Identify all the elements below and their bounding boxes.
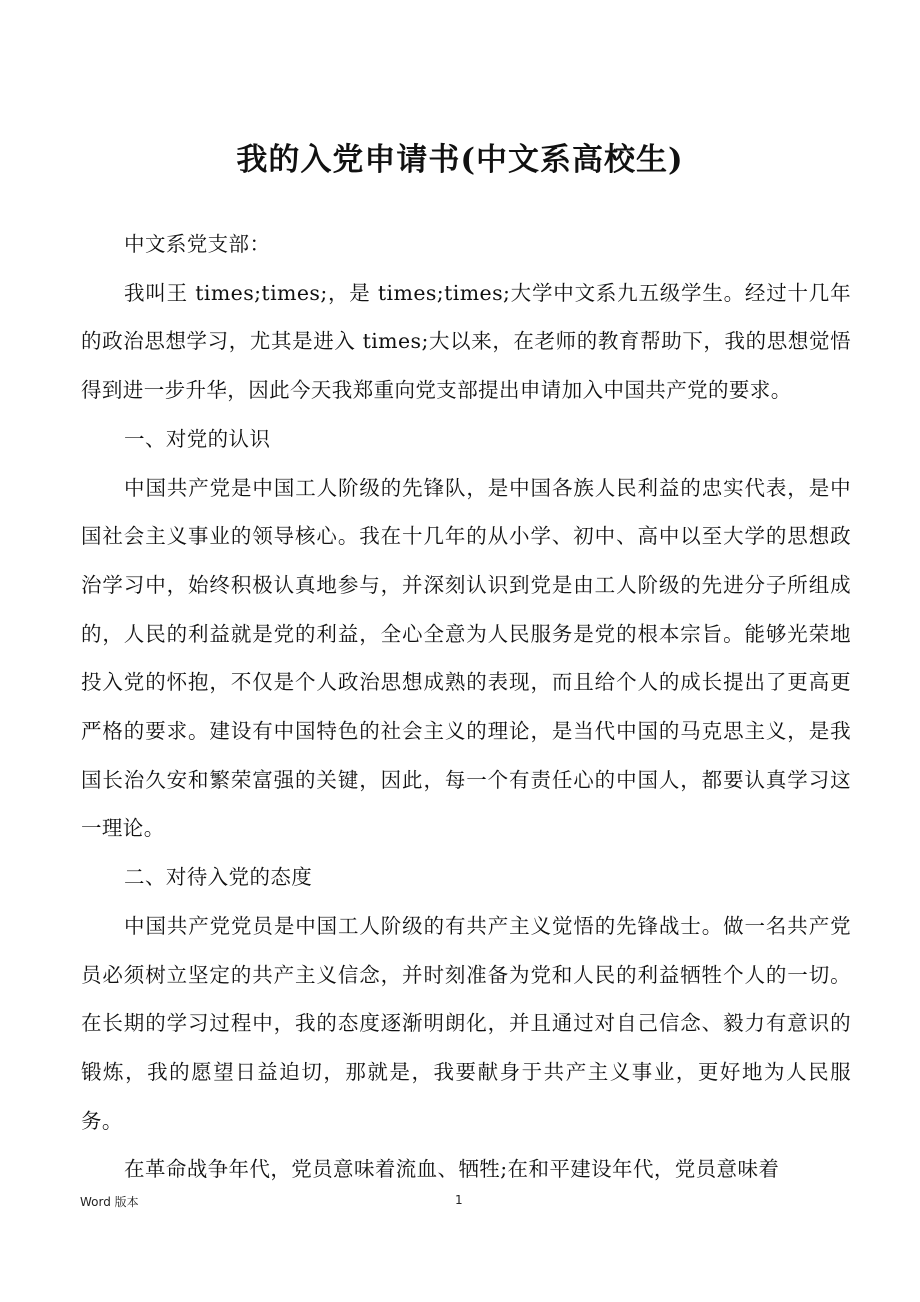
- section-heading-2: 二、对待入党的态度: [124, 865, 313, 890]
- paragraph-war-era: 在革命战争年代，党员意味着流血、牺牲;在和平建设年代，党员意味着: [124, 1157, 780, 1182]
- footer-page-number: 1: [455, 1193, 463, 1207]
- document-body: [81, 220, 851, 1194]
- paragraph-party-understanding: 中国共产党是中国工人阶级的先锋队，是中国各族人民利益的忠实代表，是中国社会主义事业的领导核心。我在十几年的从小学、初中、高中以至大学的思想政治学习中，始终积极认真地参与，并深刻认识到党是由工人阶级的先进分子所组成的，人民的利益就是党的利益，全心全意为人民服务是党的根本宗旨。能够光荣地投入党的怀抱，不仅是个人政治思想成熟的表现，而且给个人的成长提出了更高更严格的要求。建设有中国特色的社会主义的理论，是当代中国的马克思主义，是我国长治久安和繁荣富强的关键，因此，每一个有责任心的中国人，都要认真学习这一理论。: [81, 475, 851, 841]
- section-heading-1: 一、对党的认识: [124, 426, 271, 451]
- document-title: 我的入党申请书(中文系高校生): [236, 142, 684, 178]
- paragraph-intro: 我叫王 times;times;，是 times;times;大学中文系九五级学生。经过十几年的政治思想学习，尤其是进入 times;大以来，在老师的教育帮助下，我的思想觉悟得到进一步升华，因此今天我郑重向党支部提出申请加入中国共产党的要求。: [81, 280, 851, 403]
- footer-version-label: Word 版本: [80, 1195, 139, 1209]
- salutation: 中文系党支部：: [124, 232, 271, 256]
- paragraph-attitude: 中国共产党党员是中国工人阶级的有共产主义觉悟的先锋战士。做一名共产党员必须树立坚定的共产主义信念，并时刻准备为党和人民的利益牺牲个人的一切。在长期的学习过程中，我的态度逐渐明朗化，并且通过对自己信念、毅力有意识的锻炼，我的愿望日益迫切，那就是，我要献身于共产主义事业，更好地为人民服务。: [81, 913, 851, 1133]
